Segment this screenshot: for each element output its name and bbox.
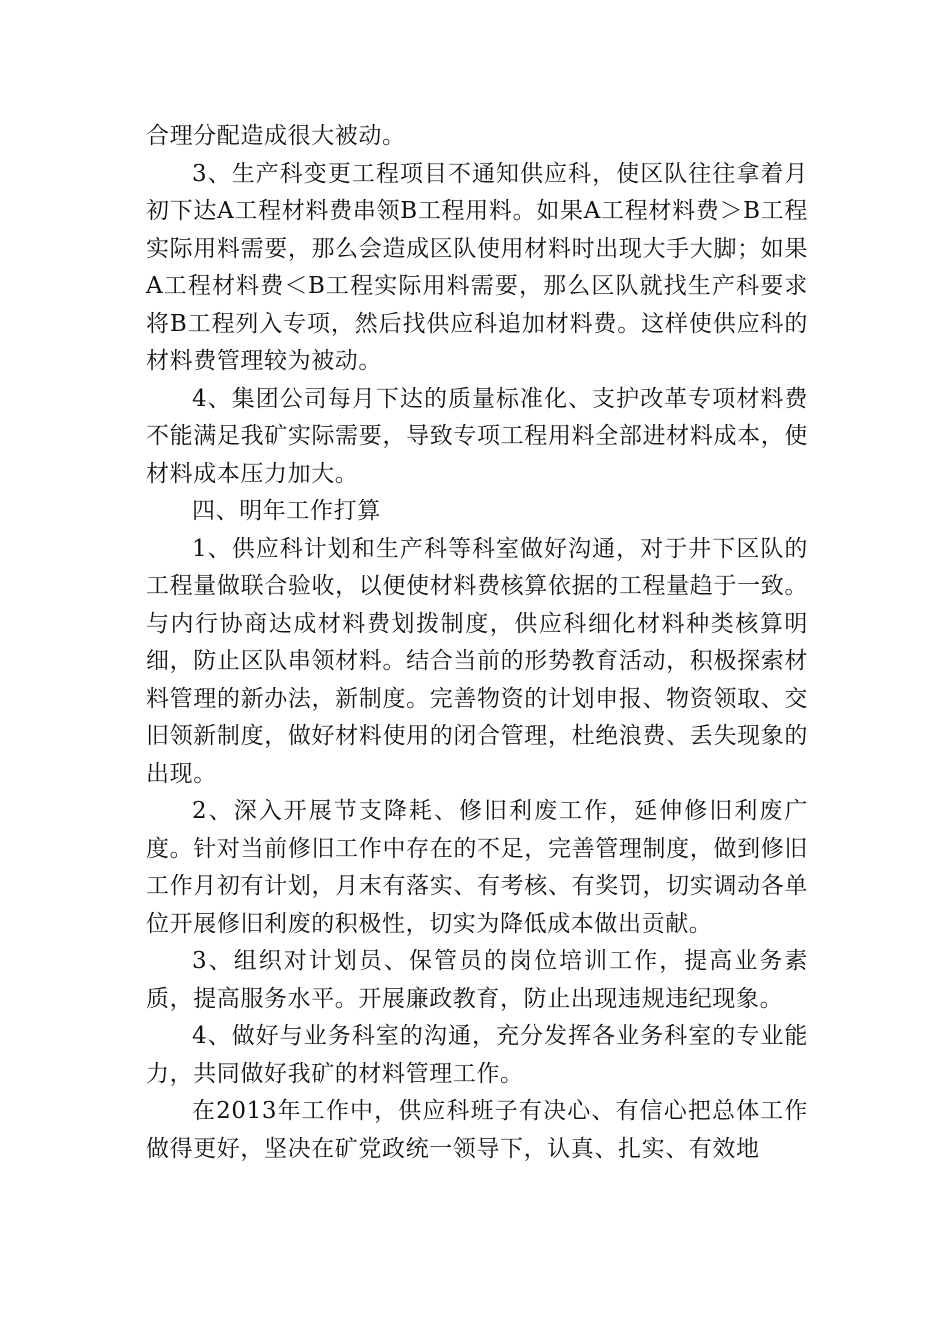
paragraph-9: 在2013年工作中，供应科班子有决心、有信心把总体工作做得更好，坚决在矿党政统一领导下，认真、扎实、有效地: [146, 1098, 808, 1162]
paragraph-3: 4、集团公司每月下达的质量标准化、支护改革专项材料费不能满足我矿实际需要，导致专项工程用料全部进材料成本，使材料成本压力加大。: [146, 385, 808, 487]
paragraph-6: 2、深入开展节支降耗、修旧利废工作，延伸修旧利废广度。针对当前修旧工作中存在的不足，完善管理制度，做到修旧工作月初有计划，月末有落实、有考核、有奖罚，切实调动各单位开展修旧利废的积极性，切实为降低成本做出贡献。: [146, 798, 808, 937]
paragraph-7: 3、组织对计划员、保管员的岗位培训工作，提高业务素质，提高服务水平。开展廉政教育，防止出现违规违纪现象。: [146, 948, 808, 1012]
document-page: [146, 118, 808, 1168]
paragraph-8: 4、做好与业务科室的沟通，充分发挥各业务科室的专业能力，共同做好我矿的材料管理工作。: [146, 1023, 808, 1087]
section-heading: 四、明年工作打算: [192, 498, 381, 524]
paragraph-2: 3、生产科变更工程项目不通知供应科，使区队往往拿着月初下达A工程材料费串领B工程用料。如果A工程材料费＞B工程实际用料需要，那么会造成区队使用材料时出现大手大脚；如果A工程材料费＜B工程实际用料需要，那么区队就找生产科要求将B工程列入专项，然后找供应科追加材料费。这样使供应科的材料费管理较为被动。: [146, 160, 808, 374]
paragraph-5: 1、供应科计划和生产科等科室做好沟通，对于井下区队的工程量做联合验收，以便使材料费核算依据的工程量趋于一致。与内行协商达成材料费划拨制度，供应科细化材料种类核算明细，防止区队串领材料。结合当前的形势教育活动，积极探索材料管理的新办法，新制度。完善物资的计划申报、物资领取、交旧领新制度，做好材料使用的闭合管理，杜绝浪费、丢失现象的出现。: [146, 535, 808, 787]
paragraph-1: 合理分配造成很大被动。: [146, 123, 406, 149]
